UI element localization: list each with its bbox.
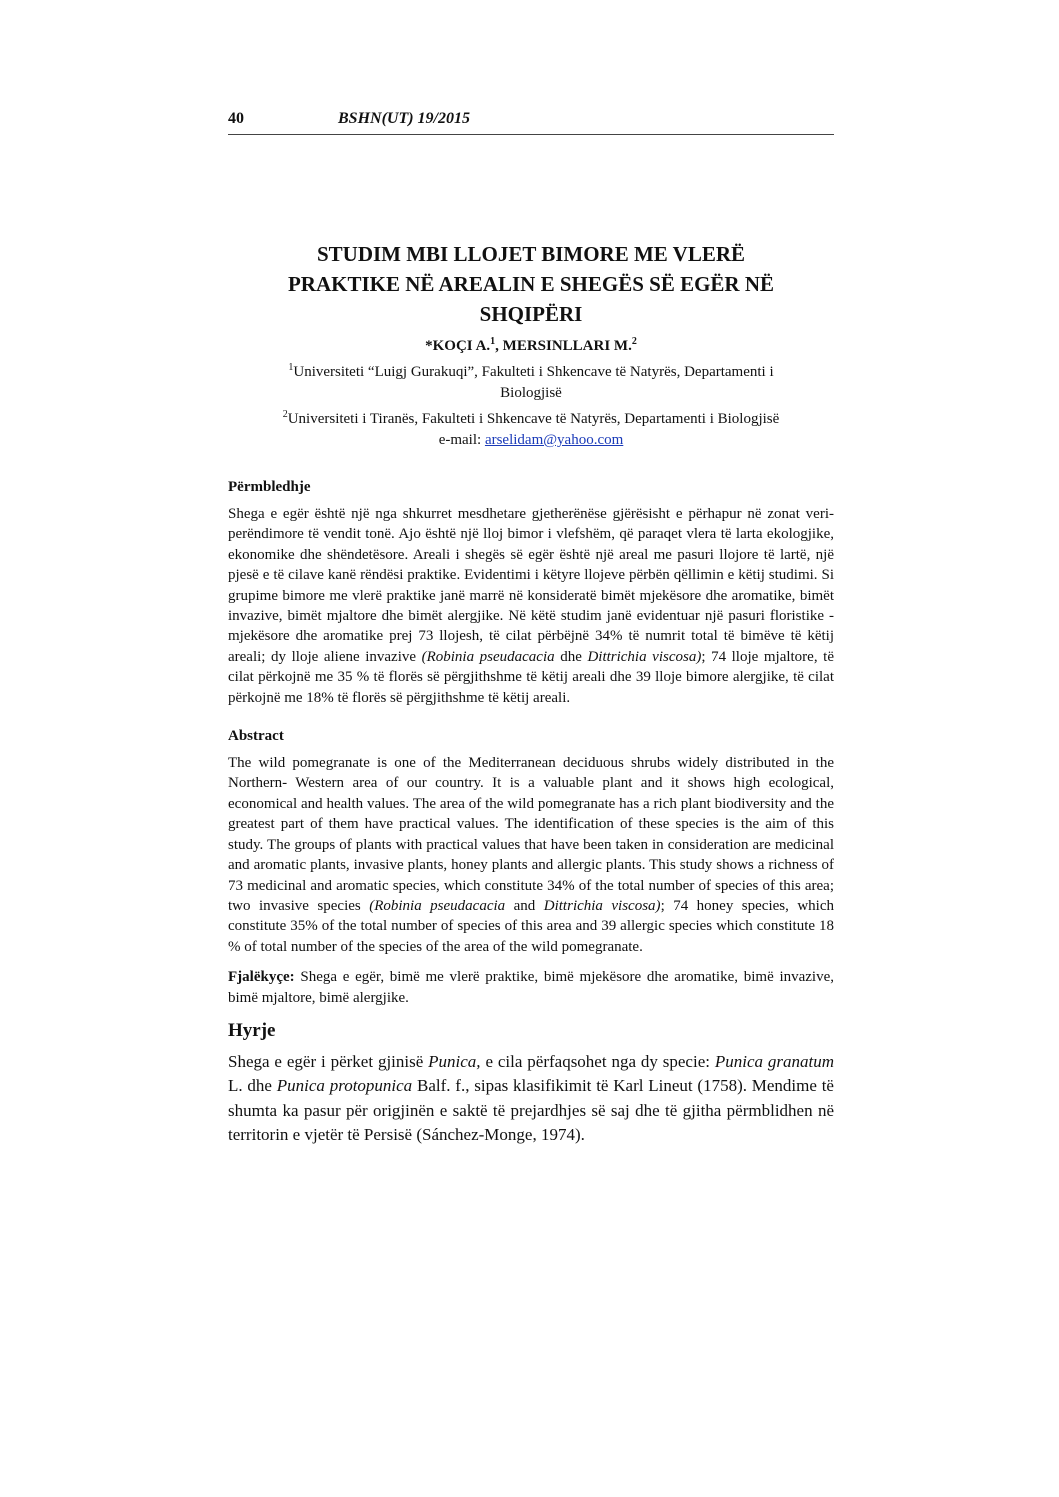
text-run: Balf. f., sipas klasifikimit të Karl Lineut (1758). Mendime të shumta ka pasur për origjinën e saktë të prejardhjes së saj dhe të gjitha përmblidhen në territorin e vjetër të Persisë (Sánchez-Monge, 1974). — [228, 1076, 834, 1145]
journal-citation: BSHN(UT) 19/2015 — [338, 110, 470, 127]
text-run: dhe — [554, 648, 588, 665]
running-header — [228, 110, 834, 135]
paper-page — [228, 110, 834, 1148]
text-run: L. dhe — [228, 1076, 277, 1096]
title-line: PRAKTIKE NË AREALIN E SHEGËS SË EGËR NË — [287, 272, 775, 296]
keywords-text: Shega e egër, bimë me vlerë praktike, bimë mjekësore dhe aromatike, bimë invazive, bimë mjaltore, bimë alergjike. — [228, 969, 834, 1006]
abstract-paragraph — [228, 753, 834, 957]
affiliation-1 — [228, 357, 834, 404]
email-link[interactable]: arselidam@yahoo.com — [484, 432, 624, 448]
species-name: (Robinia pseudacacia — [369, 897, 506, 914]
affiliation-text: Biologjisë — [500, 385, 562, 401]
text-run: Shega e egër është një nga shkurret mesdhetare gjetherënëse gjërësisht e përhapur në zonat veri-perëndimore të vendit tonë. Ajo është një lloj bimor i vlefshëm, që paraqet vlera të larta ekologjike, ekonomike dhe shëndetësore. Areali i shegës së egër është një areal me pasuri llojore të lartë, një pjesë e të cilave kanë rëndësi praktike. Evidentimi i këtyre llojeve përbën qëllimin e këtij studimi. Si grupime bimore me vlerë praktike janë marrë në konsideratë bimët mjekësore dhe aromatike, bimët invazive, bimët mjaltore dhe bimët alergjike. Në këtë studim janë evidentuar një pasuri floristike - mjekësore dhe aromatike prej 73 llojesh, të cilat përbëjnë 34% të numrit total të bimëve të këtij areali; dy lloje aliene invazive — [228, 506, 834, 665]
page-number: 40 — [228, 110, 244, 127]
affiliation-2 — [228, 404, 834, 430]
title-line: SHQIPËRI — [479, 302, 583, 326]
keywords-label: Fjalëkyçe: — [228, 969, 295, 986]
hyrje-heading: Hyrje — [228, 1019, 276, 1041]
genus-name: Punica, — [428, 1051, 481, 1071]
text-run: Shega e egër i përket gjinisë — [228, 1051, 429, 1071]
author-separator: , — [495, 338, 503, 354]
author-list — [228, 331, 834, 357]
hyrje-paragraph — [228, 1050, 834, 1148]
species-name: Punica granatum — [714, 1051, 834, 1071]
affiliation-text: Universiteti i Tiranës, Fakulteti i Shkencave të Natyrës, Departamenti i Biologjisë — [287, 411, 780, 427]
abstract-heading: Abstract — [228, 728, 284, 745]
author-name: *KOÇI A. — [425, 338, 491, 354]
species-name: (Robinia pseudacacia — [421, 648, 555, 665]
permbledhje-heading: Përmbledhje — [228, 479, 311, 495]
species-name: Punica protopunica — [276, 1076, 413, 1096]
affiliation-marker: 2 — [631, 336, 637, 347]
affiliation-marker: 1 — [288, 362, 294, 373]
species-name: Dittrichia viscosa) — [543, 897, 661, 914]
email-label: e-mail: — [438, 432, 485, 448]
species-name: Dittrichia viscosa) — [587, 648, 702, 665]
author-name: MERSINLLARI M. — [502, 338, 632, 354]
email-line — [228, 430, 834, 451]
keywords — [228, 967, 834, 1008]
affiliation-text: Universiteti “Luigj Gurakuqi”, Fakulteti i Shkencave të Natyrës, Departamenti i — [293, 364, 774, 380]
text-run: e cila përfaqsohet nga dy specie: — [480, 1051, 715, 1071]
affiliation-marker: 2 — [282, 409, 288, 420]
title-line: STUDIM MBI LLOJET BIMORE ME VLERË — [316, 242, 746, 266]
text-run: The wild pomegranate is one of the Mediterranean deciduous shrubs widely distributed in the Northern- Western area of our country. It is a valuable plant and it shows high ecological, economical and health values. The area of the wild pomegranate has a rich plant biodiversity and the greatest part of them have practical values. The identification of these species is the aim of this study. The groups of plants with practical values that have been taken in consideration are medicinal and aromatic plants, invasive plants, honey plants and allergic plants. This study shows a richness of 73 medicinal and aromatic species, which constitute 34% of the total number of species of this area; two invasive species — [228, 755, 834, 914]
paper-title — [228, 239, 834, 329]
text-run: ; 74 honey species, which constitute 35% of the total number of species of this area and 39 allergic species which constitute 18 % of total number of the species of the area of the wild pomegranate. — [228, 897, 834, 955]
permbledhje-paragraph — [228, 504, 834, 708]
text-run: ; 74 lloje mjaltore, të cilat përkojnë me 35 % të florës së përgjithshme të këtij areali dhe 39 lloje bimore alergjike, të cilat përkojnë me 18% të florës së përgjithshme të këtij areali. — [228, 648, 834, 706]
text-run: and — [505, 897, 544, 914]
affiliation-marker: 1 — [490, 336, 496, 347]
